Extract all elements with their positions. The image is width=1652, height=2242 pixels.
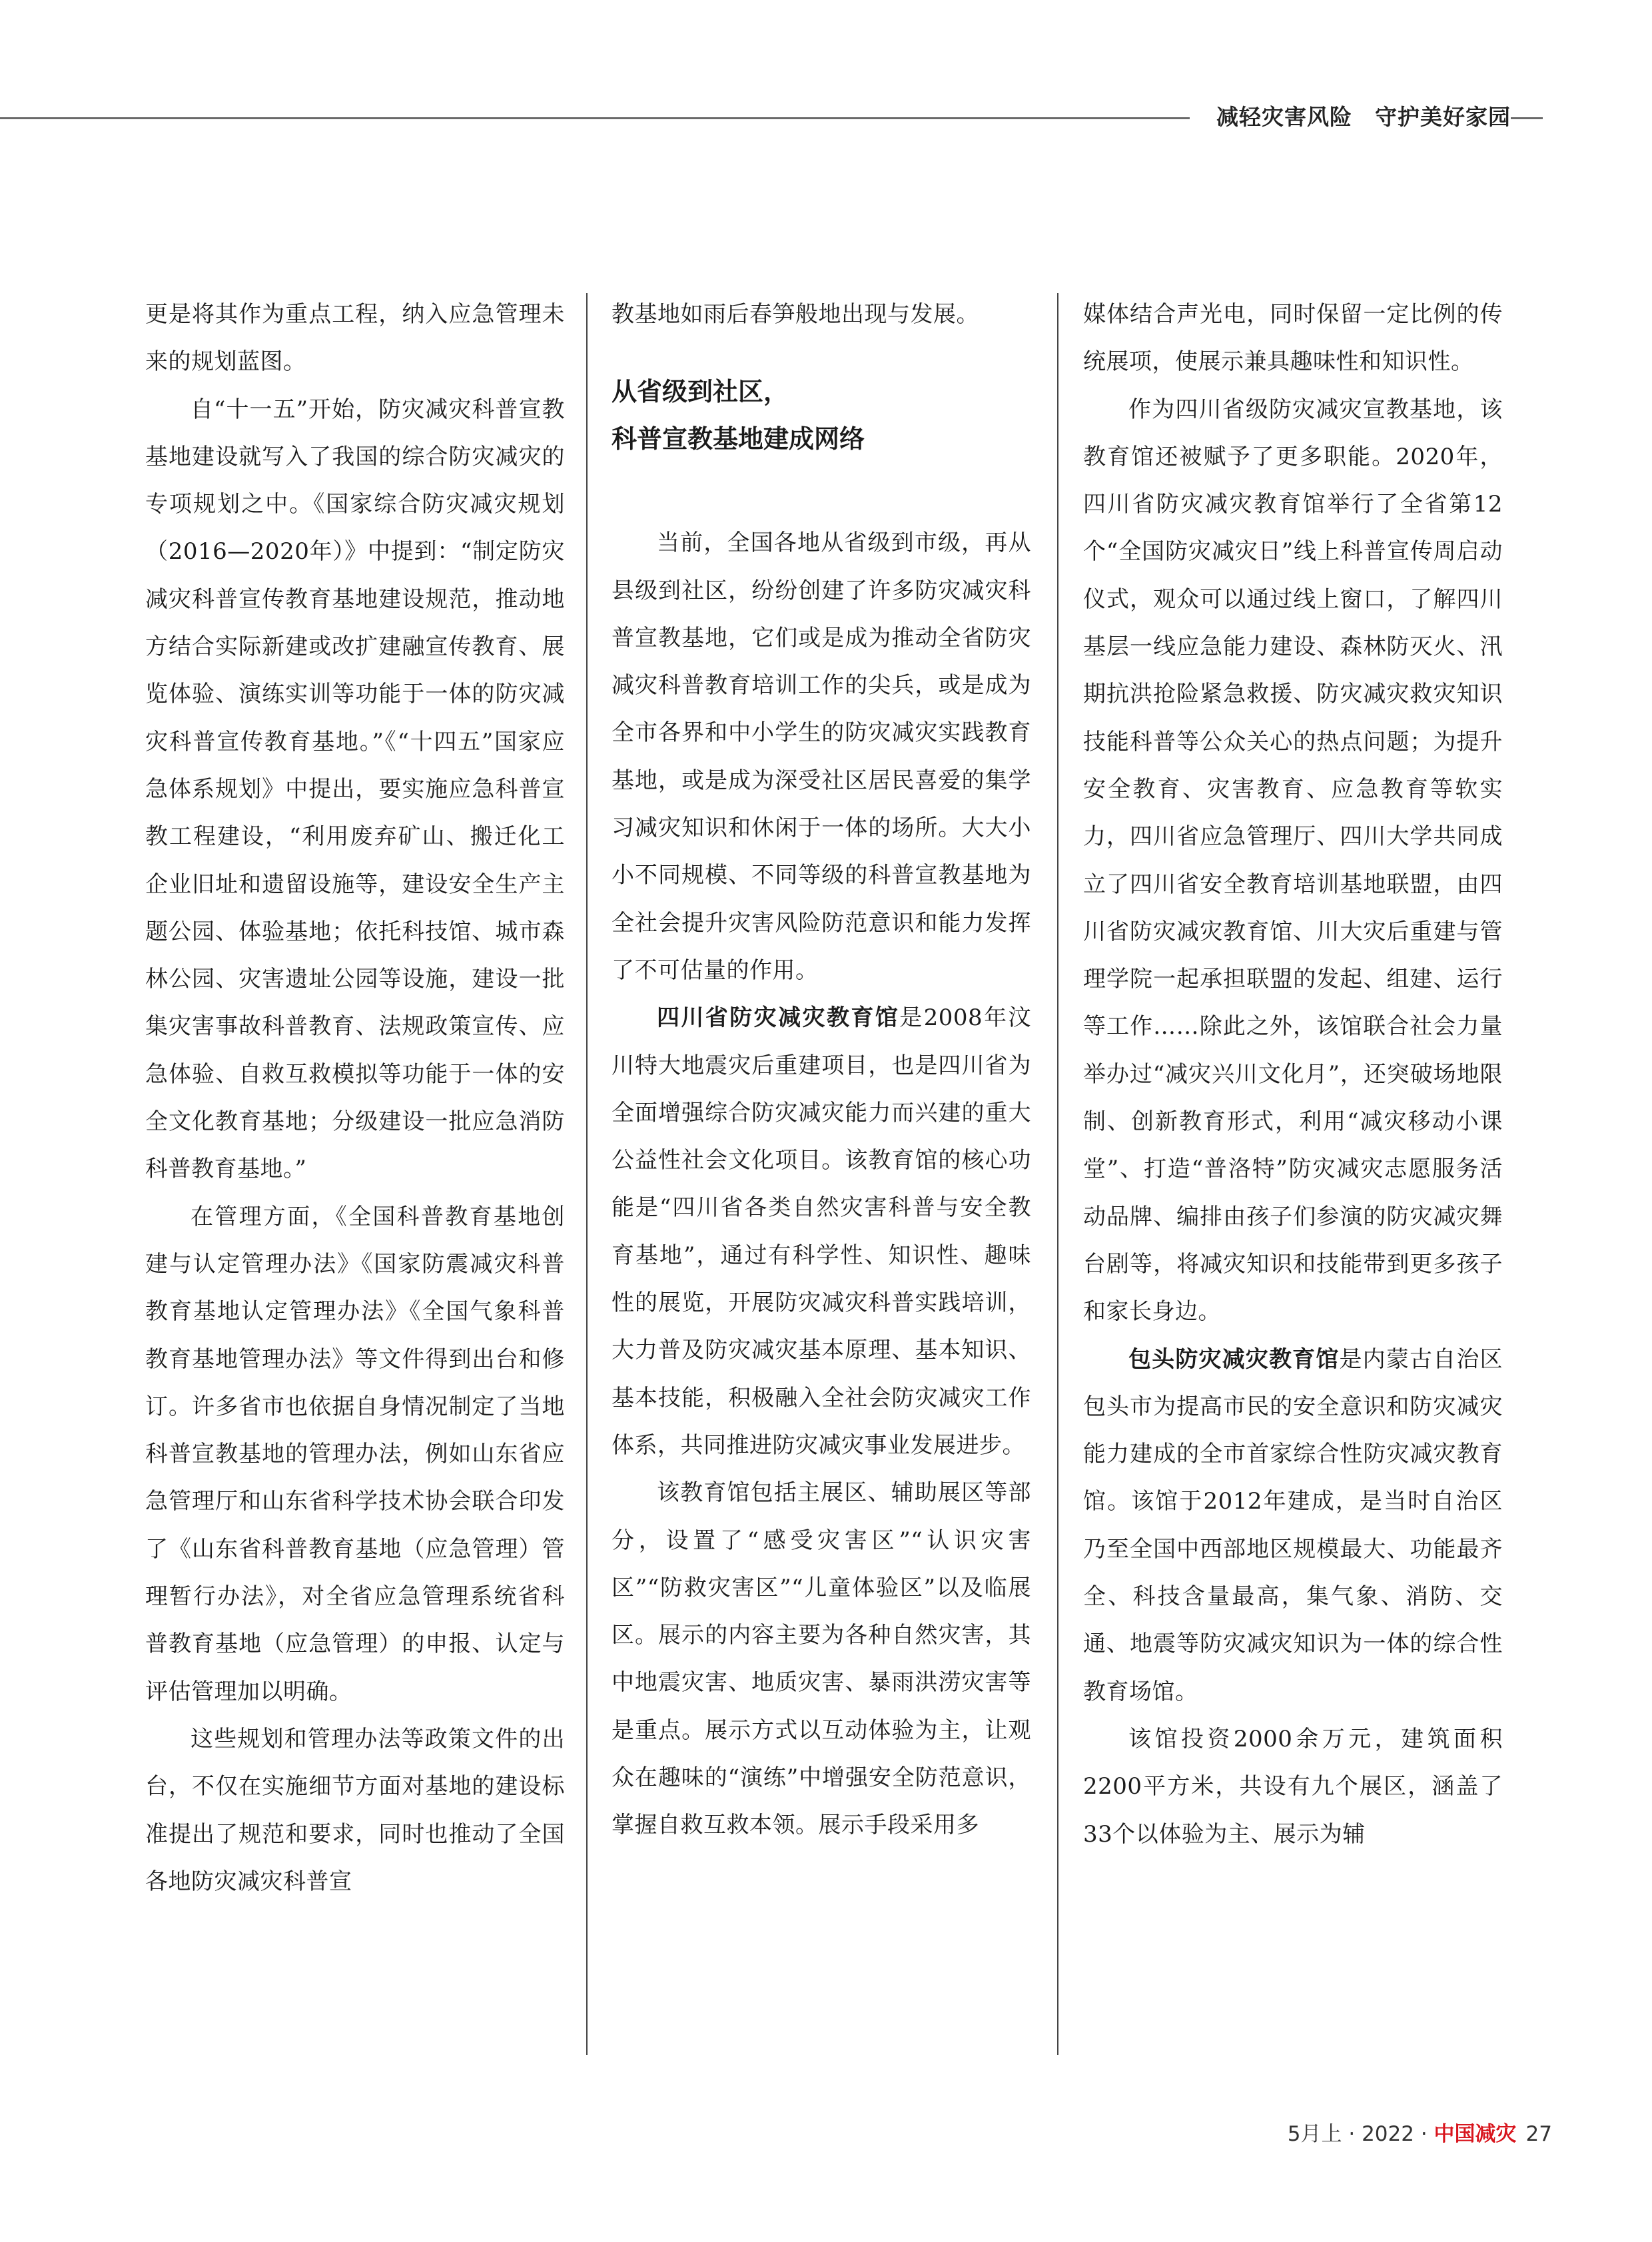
paragraph bbox=[612, 994, 1031, 1469]
section-heading-line: 从省级到社区， bbox=[612, 377, 789, 407]
paragraph: 教基地如雨后春笋般地出现与发展。 bbox=[612, 301, 979, 328]
magazine-name: 中国减灾 bbox=[1434, 2122, 1517, 2146]
paragraph: 作为四川省级防灾减灾宣教基地，该教育馆还被赋予了更多职能。2020年，四川省防灾减灾教育馆举行了全省第12个“全国防灾减灾日”线上科普宣传周启动仪式，观众可以通过线上窗口，了解四川基层一线应急能力建设、森林防灭火、汛期抗洪抢险紧急救援、防灾减灾救灾知识技能科普等公众关心的热点问题；为提升安全教育、灾害教育、应急教育等软实力，四川省应急管理厅、四川大学共同成立了四川省安全教育培训基地联盟，由四川省防灾减灾教育馆、川大灾后重建与管理学院一起承担联盟的发起、组建、运行等工作……除此之外，该馆联合社会力量举办过“减灾兴川文化月”，还突破场地限制、创新教育形式，利用“减灾移动小课堂”、打造“普洛特”防灾减灾志愿服务活动品牌、编排由孩子们参演的防灾减灾舞台剧等，将减灾知识和技能带到更多孩子和家长身边。 bbox=[1083, 396, 1503, 1325]
column-divider bbox=[1057, 293, 1058, 2055]
paragraph: 该馆投资2000余万元，建筑面积2200平方米，共设有九个展区，涵盖了33个以体验为主、展示为辅 bbox=[1083, 1725, 1503, 1848]
column-2 bbox=[612, 291, 1031, 2068]
paragraph: 在管理方面，《全国科普教育基地创建与认定管理办法》《国家防震减灾科普教育基地认定管理办法》《全国气象科普教育基地管理办法》等文件得到出台和修订。许多省市也依据自身情况制定了当地科普宣教基地的管理办法，例如山东省应急管理厅和山东省科学技术协会联合印发了《山东省科普教育基地（应急管理）管理暂行办法》，对全省应急管理系统省科普教育基地（应急管理）的申报、认定与评估管理加以明确。 bbox=[145, 1203, 565, 1705]
column-1 bbox=[145, 291, 565, 2068]
section-heading-line: 科普宣教基地建成网络 bbox=[612, 424, 865, 454]
paragraph: 这些规划和管理办法等政策文件的出台，不仅在实施细节方面对基地的建设标准提出了规范和要求，同时也推动了全国各地防灾减灾科普宣 bbox=[145, 1725, 565, 1895]
running-header-title: 减轻灾害风险 守护美好家园 bbox=[1190, 100, 1511, 131]
venue-name: 包头防灾减灾教育馆 bbox=[1128, 1345, 1340, 1373]
paragraph: 更是将其作为重点工程，纳入应急管理未来的规划蓝图。 bbox=[145, 301, 565, 376]
paragraph bbox=[1083, 1336, 1503, 1716]
paragraph-text: 是2008年汶川特大地震灾后重建项目，也是四川省为全面增强综合防灾减灾能力而兴建的重大公益性社会文化项目。该教育馆的核心功能是“四川省各类自然灾害科普与安全教育基地”，通过有科学性、知识性、趣味性的展览，开展防灾减灾科普实践培训，大力普及防灾减灾基本原理、基本知识、基本技能，积极融入全社会防灾减灾工作体系，共同推进防灾减灾事业发展进步。 bbox=[612, 1004, 1031, 1459]
paragraph: 自“十一五”开始，防灾减灾科普宣教基地建设就写入了我国的综合防灾减灾的专项规划之中。《国家综合防灾减灾规划（2016—2020年）》中提到：“制定防灾减灾科普宣传教育基地建设规范，推动地方结合实际新建或改扩建融宣传教育、展览体验、演练实训等功能于一体的防灾减灾科普宣传教育基地。”《“十四五”国家应急体系规划》中提出，要实施应急科普宣教工程建设，“利用废弃矿山、搬迁化工企业旧址和遗留设施等，建设安全生产主题公园、体验基地；依托科技馆、城市森林公园、灾害遗址公园等设施，建设一批集灾害事故科普教育、法规政策宣传、应急体验、自救互救模拟等功能于一体的安全文化教育基地；分级建设一批应急消防科普教育基地。” bbox=[145, 396, 565, 1183]
paragraph: 该教育馆包括主展区、辅助展区等部分，设置了“感受灾害区”“认识灾害区”“防救灾害区”“儿童体验区”以及临展区。展示的内容主要为各种自然灾害，其中地震灾害、地质灾害、暴雨洪涝灾害等是重点。展示方式以互动体验为主，让观众在趣味的“演练”中增强安全防范意识，掌握自救互救本领。展示手段采用多 bbox=[612, 1479, 1031, 1839]
venue-name: 四川省防灾减灾教育馆 bbox=[657, 1004, 900, 1032]
issue-date: 5月上 · 2022 · bbox=[1287, 2122, 1434, 2146]
paragraph-text: 是内蒙古自治区包头市为提高市民的安全意识和防灾减灾能力建成的全市首家综合性防灾减灾教育馆。该馆于2012年建成，是当时自治区乃至全国中西部地区规模最大、功能最齐全、科技含量最高，集气象、消防、交通、地震等防灾减灾知识为一体的综合性教育场馆。 bbox=[1083, 1345, 1503, 1705]
column-divider bbox=[586, 293, 588, 2055]
page-footer bbox=[1288, 2117, 1552, 2147]
section-heading bbox=[612, 368, 1031, 463]
paragraph: 当前，全国各地从省级到市级，再从县级到社区，纷纷创建了许多防灾减灾科普宣教基地，它们或是成为推动全省防灾减灾科普教育培训工作的尖兵，或是成为全市各界和中小学生的防灾减灾实践教育基地，或是成为深受社区居民喜爱的集学习减灾知识和休闲于一体的场所。大大小小不同规模、不同等级的科普宣教基地为全社会提升灾害风险防范意识和能力发挥了不可估量的作用。 bbox=[612, 530, 1031, 984]
paragraph: 媒体结合声光电，同时保留一定比例的传统展项，使展示兼具趣味性和知识性。 bbox=[1083, 301, 1503, 376]
page-number: 27 bbox=[1525, 2122, 1552, 2146]
column-3 bbox=[1083, 291, 1503, 2068]
